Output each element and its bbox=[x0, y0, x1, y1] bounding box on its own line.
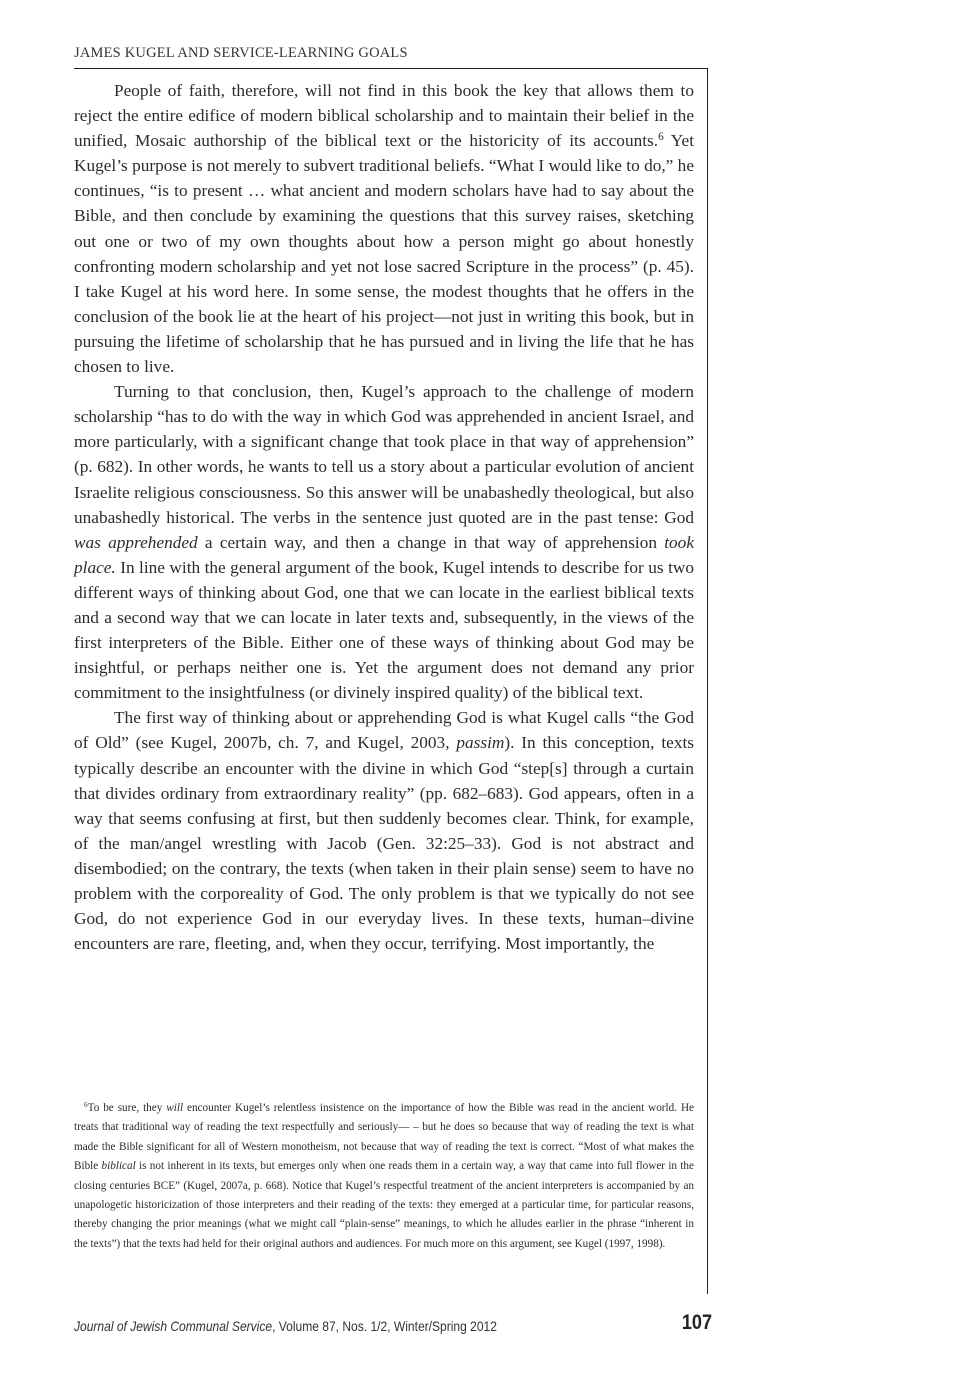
text-run: Yet Kugel’s purpose is not merely to subvert traditional beliefs. “What I would like to do,” he continues, “is to present … what ancient and modern scholars have had to say about the Bible, and then conclude by examining the questions that this survey raises, sketching out one or two of my own thoughts about how a person might go about honestly confronting modern scholarship and yet not lose sacred Scripture in the process” (p. 45). I take Kugel at his word here. In some sense, the modest thoughts that he offers in the conclusion of the book lie at the heart of his project—not just in writing this book, but in pursuing the lifetime of scholarship that he has pursued and in living the life that he has chosen to live. bbox=[74, 131, 695, 377]
header-rule bbox=[74, 68, 708, 69]
text-run: People of faith, therefore, will not find in this book the key that allows them to reject the entire edifice of modern biblical scholarship and to maintain their belief in the unified, Mosaic authorship of the biblical text or the historicity of its accounts. bbox=[74, 81, 694, 151]
running-head: JAMES KUGEL AND SERVICE-LEARNING GOALS bbox=[74, 45, 408, 61]
text-run: a certain way, and then a change in that way of apprehension bbox=[197, 532, 665, 552]
footer-citation bbox=[74, 1318, 497, 1334]
footnote-text bbox=[74, 1099, 694, 1254]
text-run: The first way of thinking about or apprehending God is what Kugel calls “the God of Old” (see Kugel, 2007b, ch. 7, and Kugel, 2003, bbox=[74, 708, 694, 753]
body-text bbox=[74, 78, 694, 956]
journal-title: Journal of Jewish Communal Service bbox=[74, 1318, 273, 1334]
text-run: In line with the general argument of the book, Kugel intends to describe for us two different ways of thinking about God, one that we can locate in the earliest biblical texts and a second way that we can locate in later texts and, subsequently, in the views of the first interpreters of the Bible. Either one of these ways of thinking about God may be insightful, or perhaps neither one is. Yet the argument does not demand any prior commitment to the insightfulness (or divinely inspired quality) of the biblical text. bbox=[74, 557, 694, 703]
paragraph bbox=[74, 705, 694, 956]
paragraph bbox=[74, 379, 694, 705]
italic-text: took place. bbox=[74, 532, 694, 577]
text-run: To be sure, they bbox=[87, 1102, 167, 1114]
paragraph bbox=[74, 78, 694, 379]
footnote-marker: 6 bbox=[84, 1101, 88, 1109]
italic-text: biblical bbox=[101, 1160, 136, 1173]
italic-text: will bbox=[166, 1102, 184, 1114]
footnote-marker: 6 bbox=[658, 131, 664, 144]
text-run: is not inherent in its texts, but emerges only when one reads them in a certain way, a way that came into full flower in the closing centuries BCE” (Kugel, 2007a, p. 668). Notice that Kugel’s respectful treatment of the ancient interpreters is accompanied by an unapologetic historicization of those interpreters and their reading of the texts: they emerged at a particular time, for particular reasons, thereby changing the prior meanings (what we might call “plain-sense” meanings, to which he alludes earlier in the phrase “inherent in the texts”) that the texts had held for their original authors and audiences. For much more on this argument, see Kugel (1997, 1998). bbox=[74, 1160, 694, 1250]
text-run: ). In this conception, texts typically describe an encounter with the divine in which God “step[s] through a curtain that divides ordinary from extraordinary reality” (pp. 682–683). God appears, often in a way that seems confusing at first, but then suddenly becomes clear. Think, for example, of the man/angel wrestling with Jacob (Gen. 32:25–33). God is not abstract and disembodied; on the contrary, the texts (when taken in their plain sense) seem to have no problem with the corporeality of God. The only problem is that we typically do not see God, do not experience God in our everyday lives. In these texts, human–divine encounters are rare, fleeting, and, when they occur, terrifying. Most importantly, the bbox=[74, 733, 694, 954]
italic-text: was apprehended bbox=[74, 532, 198, 552]
italic-text: passim bbox=[456, 733, 505, 753]
journal-issue: , Volume 87, Nos. 1/2, Winter/Spring 2012 bbox=[272, 1318, 497, 1334]
text-run: encounter Kugel’s relentless insistence on the importance of how the Bible was read in the ancient world. He treats that traditional way of reading the text respectfully and seriously— – but he does so because that way of reading the text is what made the Bible significant for all of Western monotheism, not because that way of reading the text is correct. “Most of what makes the Bible bbox=[74, 1102, 694, 1173]
text-run: Turning to that conclusion, then, Kugel’s approach to the challenge of modern scholarship “has to do with the way in which God was apprehended in ancient Israel, and more particularly, with a significant change that took place in that way of apprehension” (p. 682). In other words, he wants to tell us a story about a particular evolution of ancient Israelite religious consciousness. So this answer will be unabashedly theological, but also unabashedly historical. The verbs in the sentence just quoted are in the past tense: God bbox=[74, 382, 694, 527]
footnote bbox=[74, 1099, 694, 1254]
page-number: 107 bbox=[681, 1311, 712, 1334]
margin-rule bbox=[707, 68, 708, 1294]
